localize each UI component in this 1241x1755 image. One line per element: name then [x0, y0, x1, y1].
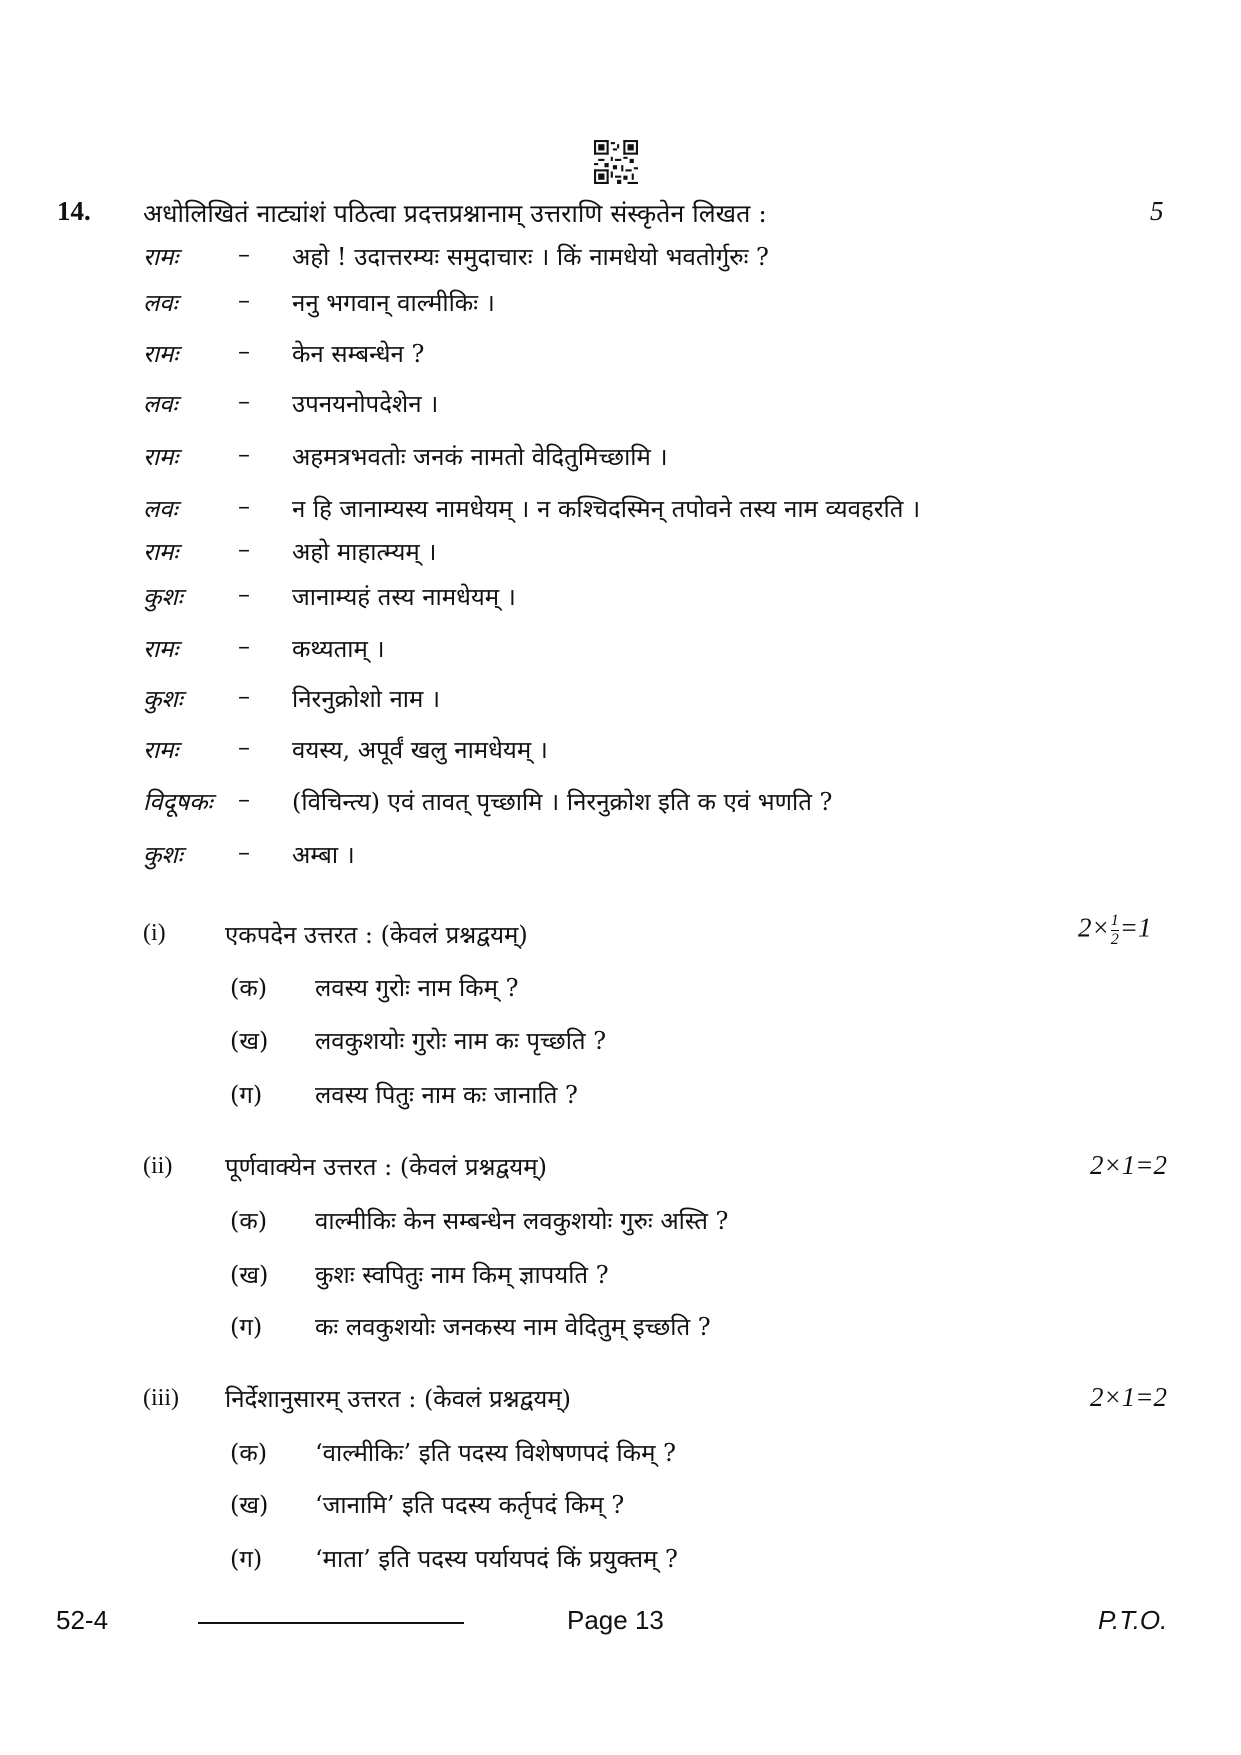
option-label: (ग)	[230, 1313, 263, 1341]
option-label: (ख)	[230, 1027, 269, 1055]
speaker-label: रामः	[143, 538, 179, 566]
marks-suffix: =1	[1119, 912, 1152, 943]
speaker-label: कुशः	[143, 685, 183, 713]
option-text: लवस्य गुरोः नाम किम् ?	[315, 974, 519, 1002]
option-text: ‘जानामि’ इति पदस्य कर्तृपदं किम् ?	[315, 1491, 625, 1519]
subquestion-heading: पूर्णवाक्येन उत्तरत : (केवलं प्रश्नद्वयम्)	[225, 1153, 547, 1181]
dialogue-line: अहो ! उदात्तरम्यः समुदाचारः । किं नामधेयो भवतोर्गुरुः ?	[292, 243, 769, 271]
option-text: लवकुशयोः गुरोः नाम कः पृच्छति ?	[315, 1027, 607, 1055]
option-label: (ग)	[230, 1081, 263, 1109]
dialogue-line: जानाम्यहं तस्य नामधेयम् ।	[292, 583, 516, 611]
dialogue-line: उपनयनोपदेशेन ।	[292, 390, 439, 418]
dash: –	[238, 286, 250, 314]
speaker-label: कुशः	[143, 841, 183, 869]
marks-fraction	[1111, 912, 1119, 949]
dash: –	[238, 838, 250, 866]
subquestion-marks	[1078, 912, 1151, 949]
subquestion-heading: एकपदेन उत्तरत : (केवलं प्रश्नद्वयम्)	[225, 921, 528, 949]
dialogue-line: ननु भगवान् वाल्मीकिः ।	[292, 289, 495, 317]
dash: –	[238, 492, 250, 520]
speaker-label: रामः	[143, 443, 179, 471]
speaker-label: लवः	[143, 289, 178, 317]
dash: –	[238, 240, 250, 268]
dash: –	[238, 632, 250, 660]
question-number: 14.	[57, 196, 91, 226]
dialogue-line: निरनुक्रोशो नाम ।	[292, 685, 441, 713]
dash: –	[238, 580, 250, 608]
dialogue-line: वयस्य, अपूर्वं खलु नामधेयम् ।	[292, 736, 548, 764]
subquestion-number: (iii)	[143, 1385, 179, 1411]
page-number: Page 13	[567, 1605, 664, 1635]
dialogue-line: केन सम्बन्धेन ?	[292, 340, 425, 368]
dialogue-line: न हि जानाम्यस्य नामधेयम् । न कश्चिदस्मिन् तपोवने तस्य नाम व्यवहरति ।	[292, 495, 921, 523]
qr-code	[594, 140, 638, 184]
marks-prefix: 2×	[1078, 912, 1110, 943]
dialogue-line: (विचिन्त्य) एवं तावत् पृच्छामि । निरनुक्रोश इति क एवं भणति ?	[292, 788, 833, 816]
option-text: कः लवकुशयोः जनकस्य नाम वेदितुम् इच्छति ?	[315, 1313, 711, 1341]
dialogue-line: अहमत्रभवतोः जनकं नामतो वेदितुमिच्छामि ।	[292, 443, 668, 471]
speaker-label: रामः	[143, 635, 179, 663]
dialogue-line: कथ्यताम् ।	[292, 635, 385, 663]
fraction-numerator: 1	[1110, 912, 1119, 929]
option-label: (क)	[230, 974, 268, 1002]
paper-code: 52-4	[56, 1605, 109, 1635]
dialogue-line: अहो माहात्म्यम् ।	[292, 538, 437, 566]
dash: –	[238, 785, 250, 813]
option-text: ‘वाल्मीकिः’ इति पदस्य विशेषणपदं किम् ?	[315, 1439, 676, 1467]
dash: –	[238, 682, 250, 710]
question-marks: 5	[1150, 196, 1164, 226]
speaker-label: रामः	[143, 243, 179, 271]
option-text: वाल्मीकिः केन सम्बन्धेन लवकुशयोः गुरुः अस्ति ?	[315, 1207, 729, 1235]
option-text: ‘माता’ इति पदस्य पर्यायपदं किं प्रयुक्तम् ?	[315, 1545, 678, 1573]
option-label: (ख)	[230, 1261, 269, 1289]
subquestion-marks: 2×1=2	[1090, 1382, 1167, 1412]
speaker-label: कुशः	[143, 583, 183, 611]
option-label: (क)	[230, 1439, 268, 1467]
speaker-label: विदूषकः	[143, 788, 213, 816]
dash: –	[238, 733, 250, 761]
subquestion-heading: निर्देशानुसारम् उत्तरत : (केवलं प्रश्नद्वयम्)	[225, 1385, 572, 1413]
dash: –	[238, 337, 250, 365]
option-label: (ख)	[230, 1491, 269, 1519]
speaker-label: लवः	[143, 390, 178, 418]
dash: –	[238, 535, 250, 563]
pto-label: P.T.O.	[1098, 1605, 1168, 1635]
subquestion-number: (i)	[143, 920, 166, 946]
option-label: (क)	[230, 1207, 268, 1235]
speaker-label: रामः	[143, 340, 179, 368]
dialogue-line: अम्बा ।	[292, 841, 355, 869]
option-label: (ग)	[230, 1545, 263, 1573]
fraction-denominator: 2	[1110, 931, 1119, 948]
dash: –	[238, 387, 250, 415]
speaker-label: रामः	[143, 736, 179, 764]
footer-rule	[198, 1622, 464, 1624]
subquestion-number: (ii)	[143, 1153, 173, 1179]
option-text: कुशः स्वपितुः नाम किम् ज्ञापयति ?	[315, 1261, 609, 1289]
subquestion-marks: 2×1=2	[1090, 1150, 1167, 1180]
dash: –	[238, 440, 250, 468]
question-instruction: अधोलिखितं नाट्यांशं पठित्वा प्रदत्तप्रश्नानाम् उत्तराणि संस्कृतेन लिखत :	[143, 199, 767, 228]
option-text: लवस्य पितुः नाम कः जानाति ?	[315, 1081, 578, 1109]
speaker-label: लवः	[143, 495, 178, 523]
